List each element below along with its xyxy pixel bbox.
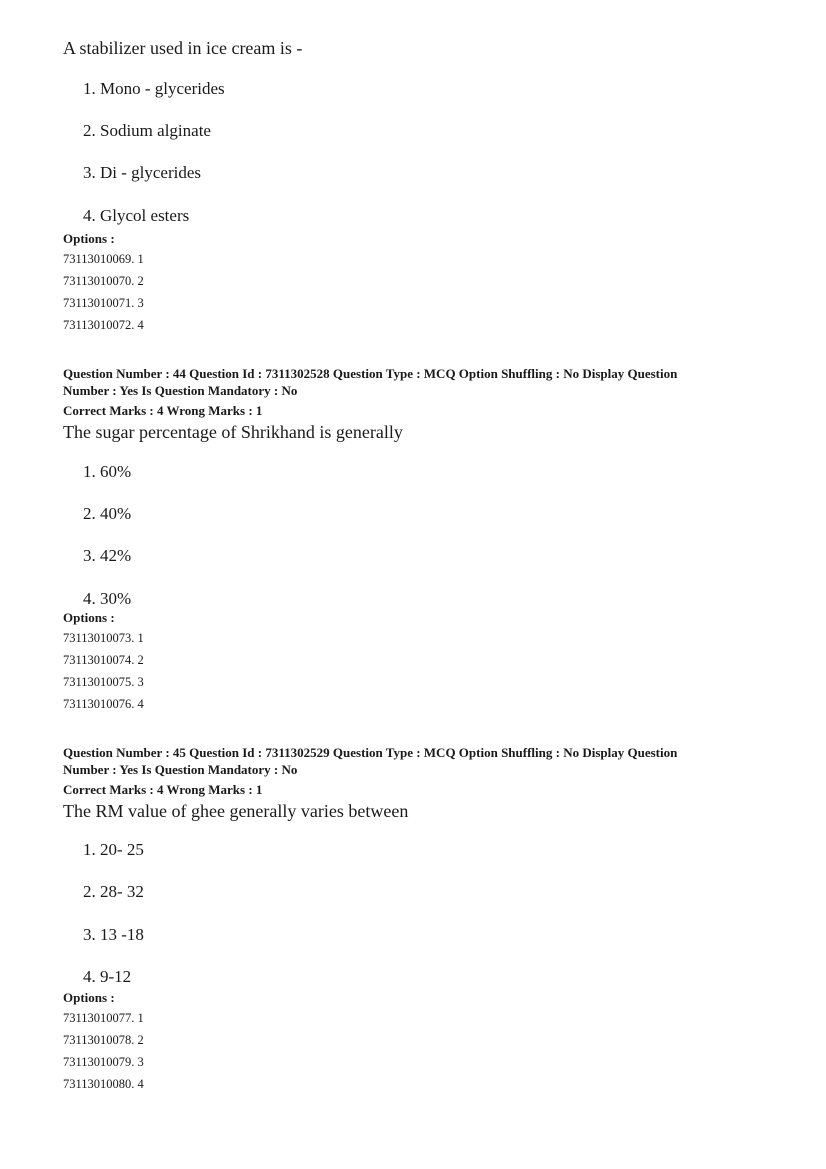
answer-choice: 1. 20- 25 <box>83 840 144 859</box>
answer-choice: 4. 30% <box>83 589 132 608</box>
option-id: 73113010080. 4 <box>63 1077 144 1091</box>
answer-choice: 3. Di - glycerides <box>83 163 202 182</box>
answer-choice: 2. 28- 32 <box>83 882 144 901</box>
question-text: The sugar percentage of Shrikhand is generally <box>63 422 403 442</box>
question-meta <box>63 365 768 419</box>
answer-choice: 1. Mono - glycerides <box>83 79 225 98</box>
question-meta-line: Number : Yes Is Question Mandatory : No <box>63 383 298 398</box>
option-id: 73113010075. 3 <box>63 675 144 689</box>
option-id: 73113010078. 2 <box>63 1033 144 1047</box>
options-label: Options : <box>63 990 115 1005</box>
option-id: 73113010079. 3 <box>63 1055 144 1069</box>
option-id: 73113010072. 4 <box>63 318 144 332</box>
question-meta-line: Question Number : 45 Question Id : 7311302529 Question Type : MCQ Option Shuffling : No Display Question <box>63 745 678 760</box>
answer-choice: 2. Sodium alginate <box>83 121 211 140</box>
option-id-list <box>63 627 144 715</box>
option-id: 73113010074. 2 <box>63 653 144 667</box>
answer-choice: 1. 60% <box>83 462 132 481</box>
answer-choice: 4. 9-12 <box>83 967 132 986</box>
option-id-list <box>63 1007 144 1095</box>
option-id: 73113010077. 1 <box>63 1011 144 1025</box>
option-id: 73113010070. 2 <box>63 274 144 288</box>
answer-choice: 3. 13 -18 <box>83 925 144 944</box>
option-id: 73113010071. 3 <box>63 296 144 310</box>
answer-choice: 4. Glycol esters <box>83 206 190 225</box>
question-text: A stabilizer used in ice cream is - <box>63 38 303 58</box>
options-label: Options : <box>63 610 115 625</box>
option-id-list <box>63 248 144 336</box>
marks-line: Correct Marks : 4 Wrong Marks : 1 <box>63 403 263 418</box>
question-text: The RM value of ghee generally varies between <box>63 801 409 821</box>
marks-line: Correct Marks : 4 Wrong Marks : 1 <box>63 782 263 797</box>
answer-choice: 3. 42% <box>83 546 132 565</box>
options-label: Options : <box>63 231 115 246</box>
question-meta-line: Question Number : 44 Question Id : 7311302528 Question Type : MCQ Option Shuffling : No Display Question <box>63 366 678 381</box>
answer-choice: 2. 40% <box>83 504 132 523</box>
option-id: 73113010073. 1 <box>63 631 144 645</box>
question-meta <box>63 744 768 798</box>
option-id: 73113010069. 1 <box>63 252 144 266</box>
option-id: 73113010076. 4 <box>63 697 144 711</box>
question-meta-line: Number : Yes Is Question Mandatory : No <box>63 762 298 777</box>
